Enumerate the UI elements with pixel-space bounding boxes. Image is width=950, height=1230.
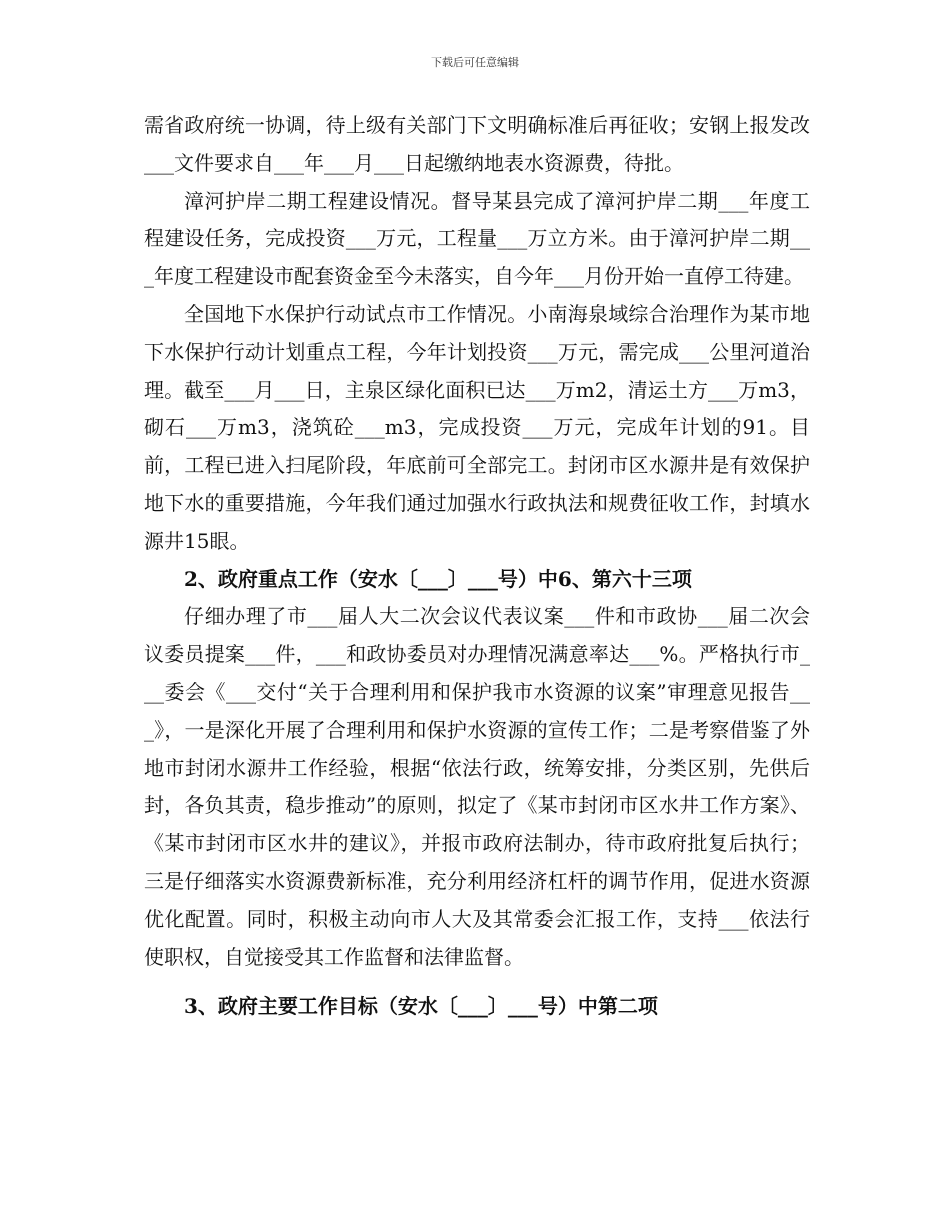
section-heading-2: 2、政府重点工作（安水〔___〕___号）中6、第六十三项 [184,566,692,591]
paragraph-continuation: 需省政府统一协调，待上级有关部门下文明确标准后再征收；安钢上报发改___文件要求自___年___月___日起缴纳地表水资源费，待批。 [144,113,810,175]
paragraph-proposals: 仔细办理了市___届人大二次会议代表议案___件和市政协___届二次会议委员提案___件，___和政协委员对办理情况满意率达___%。严格执行市___委会《___交付“关于合理利用和保护我市水资源的议案”审理意见报告___》，一是深化开展了合理利用和保护水资源的宣传工作；二是考察借鉴了外地市封闭水源井工作经验，根据“依法行政，统筹安排，分类区别，先供后封，各负其责，稳步推动”的原则，拟定了《某市封闭市区水井工作方案》、《某市封闭市区水井的建议》，并报市政府法制办，待市政府批复后执行；三是仔细落实水资源费新标准，充分利用经济杠杆的调节作用，促进水资源优化配置。同时，积极主动向市人大及其常委会汇报工作，支持___依法行使职权，自觉接受其工作监督和法律监督。 [144,604,810,969]
section-heading-3: 3、政府主要工作目标（安水〔___〕___号）中第二项 [184,994,658,1019]
paragraph-groundwater-protection: 全国地下水保护行动试点市工作情况。小南海泉域综合治理作为某市地下水保护行动计划重点工程，今年计划投资___万元，需完成___公里河道治理。截至___月___日，主泉区绿化面积已达___万m2，清运土方___万m3，砌石___万m3，浇筑砼___m3，完成投资___万元，完成年计划的91。目前，工程已进入扫尾阶段，年底前可全部完工。封闭市区水源井是有效保护地下水的重要措施，今年我们通过加强水行政执法和规费征收工作，封填水源井15眼。 [144,301,810,553]
page-header: 下载后可任意编辑 [431,56,519,69]
document-body [144,107,810,1026]
paragraph-zhanghe-project: 漳河护岸二期工程建设情况。督导某县完成了漳河护岸二期___年度工程建设任务，完成投资___万元，工程量___万立方米。由于漳河护岸二期___年度工程建设市配套资金至今未落实，自今年___月份开始一直停工待建。 [144,188,810,289]
